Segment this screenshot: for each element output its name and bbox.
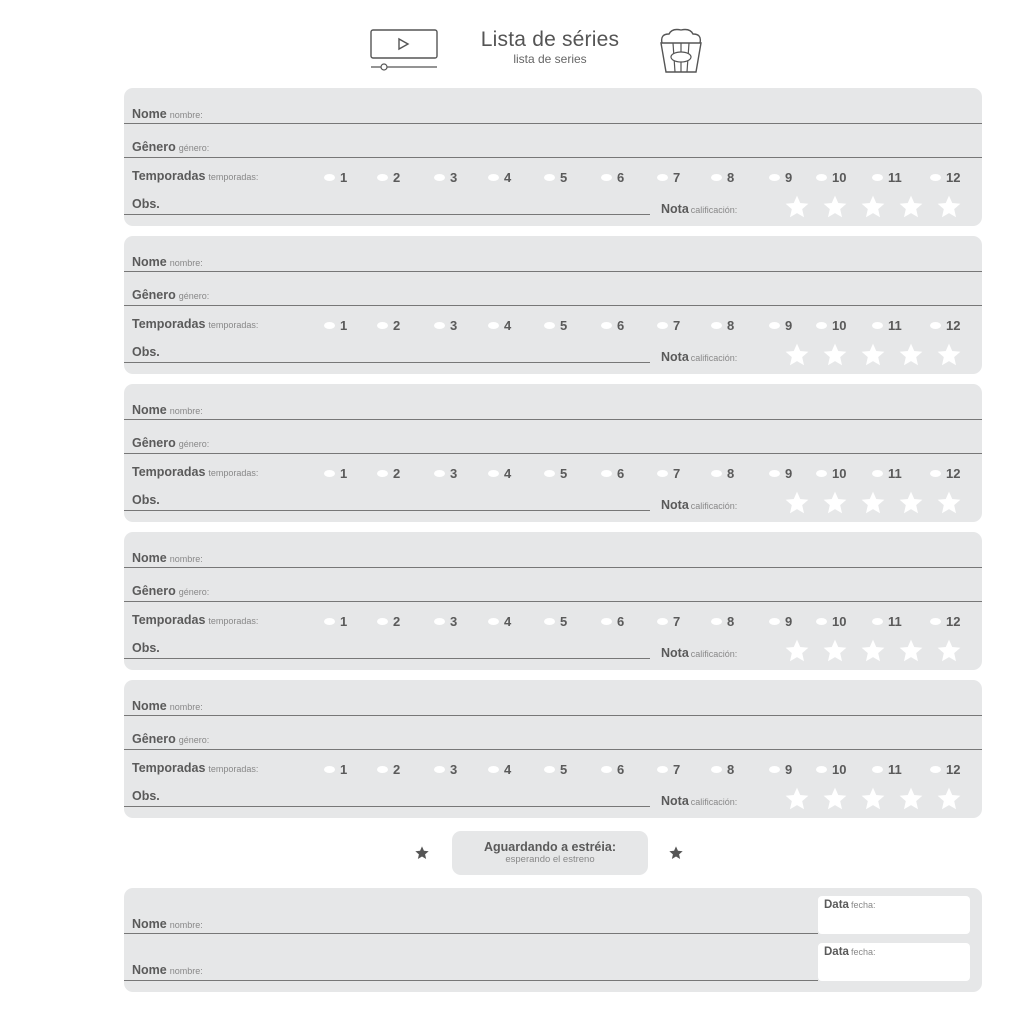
season-radio[interactable]	[488, 766, 499, 773]
season-number: 8	[727, 466, 735, 481]
season-number: 8	[727, 762, 735, 777]
season-number: 10	[832, 614, 847, 629]
season-number: 4	[504, 170, 512, 185]
popcorn-icon	[656, 28, 706, 74]
name-field[interactable]	[124, 271, 982, 272]
awaiting-premiere-banner	[452, 831, 648, 875]
star-icon[interactable]	[898, 786, 924, 812]
season-number: 11	[888, 318, 902, 333]
season-number: 10	[832, 762, 847, 777]
genre-label: Gênero género:	[132, 584, 210, 598]
season-number: 3	[450, 170, 458, 185]
genre-label: Gênero género:	[132, 140, 210, 154]
season-number: 11	[888, 762, 902, 777]
awaiting-name-label: Nome nombre:	[132, 963, 203, 977]
season-number: 3	[450, 318, 458, 333]
season-radio[interactable]	[657, 322, 668, 329]
season-number: 12	[946, 318, 961, 333]
rating-stars[interactable]	[784, 194, 968, 220]
season-radio[interactable]	[434, 322, 445, 329]
season-radio[interactable]	[711, 470, 722, 477]
awaiting-name-field[interactable]	[124, 933, 818, 934]
season-radio[interactable]	[711, 174, 722, 181]
season-number: 4	[504, 614, 512, 629]
season-number: 3	[450, 614, 458, 629]
season-number: 6	[617, 614, 625, 629]
season-number: 1	[340, 762, 348, 777]
season-number: 2	[393, 614, 401, 629]
season-radio[interactable]	[657, 470, 668, 477]
season-number: 11	[888, 466, 902, 481]
season-radio[interactable]	[657, 618, 668, 625]
star-icon[interactable]	[936, 490, 962, 516]
name-label: Nome nombre:	[132, 403, 203, 417]
season-radio[interactable]	[816, 174, 827, 181]
season-number: 9	[785, 318, 793, 333]
season-radio[interactable]	[769, 766, 780, 773]
season-radio[interactable]	[434, 766, 445, 773]
genre-field[interactable]	[124, 305, 982, 306]
season-number: 7	[673, 614, 681, 629]
series-card	[124, 384, 982, 522]
season-number: 9	[785, 466, 793, 481]
season-number: 1	[340, 466, 348, 481]
season-radio[interactable]	[324, 322, 335, 329]
season-radio[interactable]	[769, 174, 780, 181]
season-number: 9	[785, 762, 793, 777]
rating-stars[interactable]	[784, 490, 968, 516]
seasons-label: Temporadas temporadas:	[132, 761, 259, 775]
genre-label: Gênero género:	[132, 288, 210, 302]
season-number: 10	[832, 318, 847, 333]
season-radio[interactable]	[816, 766, 827, 773]
season-number: 5	[560, 762, 568, 777]
season-number: 12	[946, 466, 961, 481]
season-radio[interactable]	[544, 322, 555, 329]
star-icon	[668, 845, 684, 861]
season-number: 2	[393, 762, 401, 777]
season-radio[interactable]	[711, 322, 722, 329]
rating-stars[interactable]	[784, 342, 968, 368]
seasons-label: Temporadas temporadas:	[132, 317, 259, 331]
season-radio[interactable]	[324, 174, 335, 181]
star-icon[interactable]	[784, 194, 810, 220]
genre-field[interactable]	[124, 157, 982, 158]
season-radio[interactable]	[657, 766, 668, 773]
season-radio[interactable]	[769, 618, 780, 625]
season-number: 12	[946, 170, 961, 185]
season-radio[interactable]	[601, 618, 612, 625]
star-icon[interactable]	[898, 194, 924, 220]
season-radio[interactable]	[377, 766, 388, 773]
season-number: 1	[340, 614, 348, 629]
name-label: Nome nombre:	[132, 699, 203, 713]
genre-field[interactable]	[124, 749, 982, 750]
season-radio[interactable]	[544, 618, 555, 625]
rating-stars[interactable]	[784, 786, 968, 812]
series-card	[124, 88, 982, 226]
season-radio[interactable]	[544, 766, 555, 773]
name-label: Nome nombre:	[132, 107, 203, 121]
series-card	[124, 532, 982, 670]
season-number: 5	[560, 170, 568, 185]
rating-label: Nota calificación:	[661, 498, 738, 512]
season-radio[interactable]	[488, 618, 499, 625]
season-radio[interactable]	[930, 618, 941, 625]
seasons-label: Temporadas temporadas:	[132, 465, 259, 479]
rating-label: Nota calificación:	[661, 202, 738, 216]
season-radio[interactable]	[816, 470, 827, 477]
season-radio[interactable]	[377, 322, 388, 329]
video-player-icon	[368, 28, 440, 72]
season-number: 12	[946, 614, 961, 629]
title-block	[440, 28, 660, 66]
season-number: 8	[727, 170, 735, 185]
season-radio[interactable]	[488, 174, 499, 181]
obs-field[interactable]	[124, 214, 650, 215]
season-number: 1	[340, 318, 348, 333]
season-number: 10	[832, 170, 847, 185]
obs-field[interactable]	[124, 510, 650, 511]
obs-field[interactable]	[124, 806, 650, 807]
series-card	[124, 236, 982, 374]
season-radio[interactable]	[434, 174, 445, 181]
season-radio[interactable]	[816, 322, 827, 329]
season-number: 3	[450, 466, 458, 481]
season-radio[interactable]	[711, 618, 722, 625]
seasons-label: Temporadas temporadas:	[132, 169, 259, 183]
genre-field[interactable]	[124, 453, 982, 454]
obs-label: Obs.	[132, 789, 160, 803]
obs-label: Obs.	[132, 641, 160, 655]
awaiting-date-field[interactable]	[818, 943, 970, 981]
star-icon[interactable]	[860, 194, 886, 220]
season-radio[interactable]	[488, 470, 499, 477]
season-number: 7	[673, 170, 681, 185]
season-number: 7	[673, 318, 681, 333]
season-number: 11	[888, 170, 902, 185]
season-number: 6	[617, 466, 625, 481]
awaiting-title: Aguardando a estréia:	[484, 840, 616, 854]
star-icon[interactable]	[822, 194, 848, 220]
star-icon[interactable]	[936, 786, 962, 812]
season-number: 7	[673, 762, 681, 777]
season-radio[interactable]	[434, 470, 445, 477]
season-number: 7	[673, 466, 681, 481]
awaiting-name-label: Nome nombre:	[132, 917, 203, 931]
name-field[interactable]	[124, 567, 982, 568]
star-icon[interactable]	[784, 490, 810, 516]
star-icon[interactable]	[936, 342, 962, 368]
season-radio[interactable]	[377, 174, 388, 181]
season-number: 12	[946, 762, 961, 777]
obs-field[interactable]	[124, 658, 650, 659]
season-radio[interactable]	[930, 322, 941, 329]
season-number: 6	[617, 762, 625, 777]
star-icon[interactable]	[898, 638, 924, 664]
awaiting-name-field[interactable]	[124, 980, 818, 981]
season-number: 8	[727, 614, 735, 629]
date-label: Data fecha:	[824, 946, 876, 958]
season-radio[interactable]	[872, 174, 883, 181]
season-number: 1	[340, 170, 348, 185]
season-number: 2	[393, 170, 401, 185]
season-number: 2	[393, 318, 401, 333]
name-label: Nome nombre:	[132, 255, 203, 269]
season-number: 9	[785, 170, 793, 185]
star-icon[interactable]	[784, 638, 810, 664]
rating-label: Nota calificación:	[661, 646, 738, 660]
star-icon[interactable]	[936, 194, 962, 220]
rating-stars[interactable]	[784, 638, 968, 664]
star-icon[interactable]	[860, 638, 886, 664]
star-icon[interactable]	[936, 638, 962, 664]
star-icon[interactable]	[784, 342, 810, 368]
genre-field[interactable]	[124, 601, 982, 602]
obs-label: Obs.	[132, 197, 160, 211]
star-icon[interactable]	[822, 786, 848, 812]
star-icon[interactable]	[822, 490, 848, 516]
page-header	[0, 0, 1024, 88]
season-radio[interactable]	[930, 174, 941, 181]
season-number: 3	[450, 762, 458, 777]
season-number: 11	[888, 614, 902, 629]
season-radio[interactable]	[601, 174, 612, 181]
season-radio[interactable]	[711, 766, 722, 773]
season-radio[interactable]	[434, 618, 445, 625]
season-number: 6	[617, 170, 625, 185]
star-icon[interactable]	[822, 342, 848, 368]
season-number: 5	[560, 318, 568, 333]
star-icon[interactable]	[860, 786, 886, 812]
season-radio[interactable]	[324, 618, 335, 625]
season-radio[interactable]	[377, 618, 388, 625]
obs-field[interactable]	[124, 362, 650, 363]
seasons-label: Temporadas temporadas:	[132, 613, 259, 627]
season-radio[interactable]	[324, 470, 335, 477]
season-number: 2	[393, 466, 401, 481]
season-radio[interactable]	[657, 174, 668, 181]
star-icon[interactable]	[860, 342, 886, 368]
season-number: 8	[727, 318, 735, 333]
season-radio[interactable]	[816, 618, 827, 625]
date-label: Data fecha:	[824, 899, 876, 911]
rating-label: Nota calificación:	[661, 350, 738, 364]
season-number: 5	[560, 614, 568, 629]
genre-label: Gênero género:	[132, 732, 210, 746]
season-radio[interactable]	[872, 766, 883, 773]
series-card	[124, 680, 982, 818]
season-radio[interactable]	[377, 470, 388, 477]
season-radio[interactable]	[544, 174, 555, 181]
page-subtitle: lista de series	[513, 52, 587, 66]
name-label: Nome nombre:	[132, 551, 203, 565]
season-number: 4	[504, 318, 512, 333]
season-number: 9	[785, 614, 793, 629]
star-icon[interactable]	[898, 342, 924, 368]
obs-label: Obs.	[132, 493, 160, 507]
season-radio[interactable]	[769, 470, 780, 477]
star-icon	[414, 845, 430, 861]
season-radio[interactable]	[544, 470, 555, 477]
season-number: 5	[560, 466, 568, 481]
obs-label: Obs.	[132, 345, 160, 359]
season-radio[interactable]	[872, 618, 883, 625]
name-field[interactable]	[124, 419, 982, 420]
season-radio[interactable]	[872, 322, 883, 329]
season-number: 10	[832, 466, 847, 481]
star-icon[interactable]	[822, 638, 848, 664]
awaiting-subtitle: esperando el estreno	[505, 854, 595, 865]
awaiting-card	[124, 888, 982, 992]
season-radio[interactable]	[930, 470, 941, 477]
season-radio[interactable]	[930, 766, 941, 773]
season-radio[interactable]	[601, 470, 612, 477]
season-radio[interactable]	[601, 322, 612, 329]
page-title: Lista de séries	[480, 28, 620, 51]
season-radio[interactable]	[324, 766, 335, 773]
season-radio[interactable]	[872, 470, 883, 477]
season-number: 4	[504, 466, 512, 481]
season-radio[interactable]	[769, 322, 780, 329]
star-icon[interactable]	[784, 786, 810, 812]
star-icon[interactable]	[860, 490, 886, 516]
season-radio[interactable]	[488, 322, 499, 329]
rating-label: Nota calificación:	[661, 794, 738, 808]
season-radio[interactable]	[601, 766, 612, 773]
name-field[interactable]	[124, 715, 982, 716]
season-number: 6	[617, 318, 625, 333]
awaiting-date-field[interactable]	[818, 896, 970, 934]
star-icon[interactable]	[898, 490, 924, 516]
name-field[interactable]	[124, 123, 982, 124]
season-number: 4	[504, 762, 512, 777]
genre-label: Gênero género:	[132, 436, 210, 450]
